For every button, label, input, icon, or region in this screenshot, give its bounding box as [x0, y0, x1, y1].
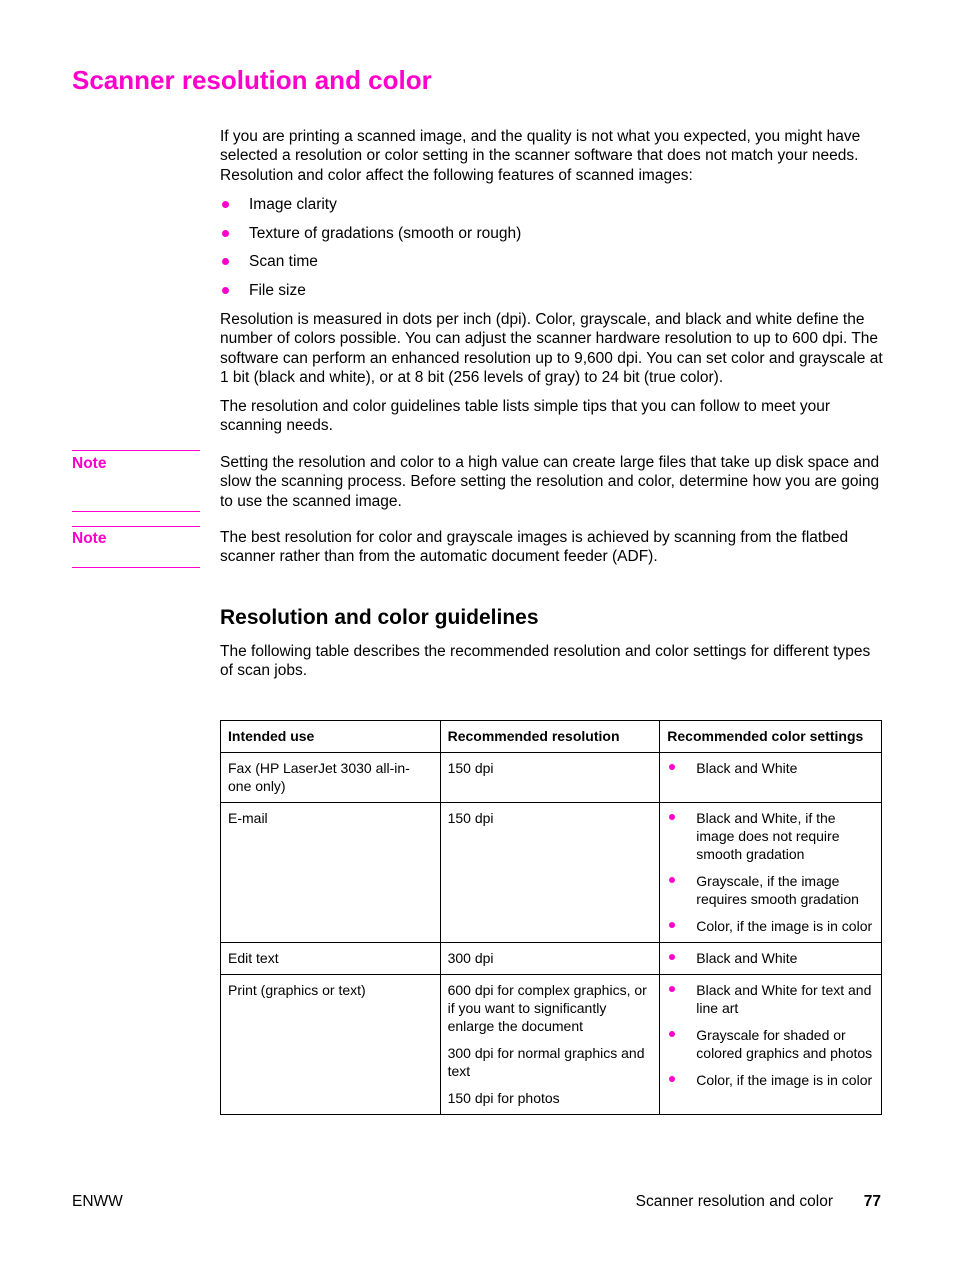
intended-use-cell: Print (graphics or text) — [221, 975, 441, 1115]
list-item — [667, 809, 874, 863]
column-header-recommended-color: Recommended color settings — [660, 721, 882, 753]
bullet-icon — [669, 1031, 675, 1037]
features-list — [220, 195, 884, 309]
color-settings-cell — [660, 975, 882, 1115]
column-header-intended-use: Intended use — [221, 721, 441, 753]
color-setting-text: Grayscale for shaded or colored graphics and photos — [696, 1027, 873, 1061]
bullet-icon — [669, 764, 675, 770]
bullet-icon — [222, 258, 229, 265]
color-setting-text: Black and White — [696, 950, 798, 966]
resolution-cell — [440, 975, 660, 1115]
color-settings-list — [667, 759, 874, 777]
table-row — [221, 943, 882, 975]
table-row — [221, 803, 882, 943]
footer-section-title: Scanner resolution and color — [635, 1193, 833, 1210]
bullet-icon — [222, 201, 229, 208]
bullet-icon — [222, 287, 229, 294]
resolution-cell — [440, 943, 660, 975]
column-header-recommended-resolution: Recommended resolution — [440, 721, 660, 753]
section-intro-block — [220, 642, 884, 681]
list-item-label: Texture of gradations (smooth or rough) — [249, 224, 522, 242]
color-settings-list — [667, 981, 874, 1089]
color-setting-text: Grayscale, if the image requires smooth gradation — [696, 873, 859, 907]
resolution-paragraph: Resolution is measured in dots per inch (dpi). Color, grayscale, and black and white define the number of colors possible. You can adjust the scanner hardware resolution to up to 600 dpi. The software can perform an enhanced resolution up to 9,600 dpi. You can set color and grayscale at 1 bit (black and white), or at 8 bit (256 levels of gray) to 24 bit (true color). — [220, 311, 883, 387]
list-item-label: Image clarity — [249, 196, 337, 213]
resolution-text: 300 dpi for normal graphics and text — [447, 1045, 645, 1079]
page-number: 77 — [863, 1193, 881, 1210]
intended-use-cell: E-mail — [221, 803, 441, 943]
intro-paragraph: If you are printing a scanned image, and the quality is not what you expected, you might have selected a resolution or color setting in the scanner software that does not match your needs. Resolution and color affect the following features of scanned images: — [220, 128, 861, 184]
color-settings-list — [667, 949, 874, 967]
page-title: Scanner resolution and color — [72, 65, 432, 95]
bullet-icon — [669, 954, 675, 960]
guidelines-table — [220, 720, 882, 1115]
section-intro-paragraph: The following table describes the recommended resolution and color settings for different types of scan jobs. — [220, 643, 871, 680]
note-text: Setting the resolution and color to a high value can create large files that take up disk space and slow the scanning process. Before setting the resolution and color, determine how you are going to use the scanned image. — [220, 454, 880, 510]
table-header-row — [221, 721, 882, 753]
resolution-text: 150 dpi for photos — [447, 1090, 560, 1106]
list-item — [220, 281, 884, 310]
table-row — [221, 753, 882, 803]
color-settings-cell — [660, 753, 882, 803]
list-item — [667, 1071, 874, 1089]
note-label: Note — [72, 530, 107, 547]
list-item-label: File size — [249, 281, 306, 299]
color-setting-text: Color, if the image is in color — [696, 918, 873, 934]
color-settings-cell — [660, 943, 882, 975]
guidelines-intro-paragraph: The resolution and color guidelines table lists simple tips that you can follow to meet your scanning needs. — [220, 398, 830, 435]
note-text-block — [220, 453, 884, 511]
list-item — [220, 252, 884, 281]
intended-use-cell: Fax (HP LaserJet 3030 all-in-one only) — [221, 753, 441, 803]
section-heading: Resolution and color guidelines — [220, 606, 539, 629]
resolution-cell — [440, 753, 660, 803]
list-item — [667, 1026, 874, 1062]
list-item — [667, 981, 874, 1017]
note-top-rule — [72, 526, 200, 527]
note-label: Note — [72, 455, 107, 472]
resolution-text: 300 dpi — [447, 950, 494, 966]
list-item — [220, 195, 884, 224]
table-row — [221, 975, 882, 1115]
intro-block — [220, 127, 884, 185]
list-item — [667, 917, 874, 935]
note-bottom-rule — [72, 567, 200, 568]
intended-use-cell: Edit text — [221, 943, 441, 975]
color-setting-text: Black and White — [696, 760, 798, 776]
note-bottom-rule — [72, 511, 200, 512]
resolution-cell — [440, 803, 660, 943]
color-settings-list — [667, 809, 874, 935]
list-item — [667, 949, 874, 967]
note-text-block — [220, 528, 884, 567]
resolution-text: 150 dpi — [447, 810, 494, 826]
resolution-text: 600 dpi for complex graphics, or if you want to significantly enlarge the document — [447, 982, 647, 1034]
bullet-icon — [669, 877, 675, 883]
bullet-icon — [669, 986, 675, 992]
list-item — [667, 759, 874, 777]
list-item — [220, 224, 884, 253]
bullet-icon — [669, 1076, 675, 1082]
list-item-label: Scan time — [249, 253, 318, 271]
guidelines-intro-block — [220, 397, 884, 436]
bullet-icon — [669, 922, 675, 928]
color-settings-cell — [660, 803, 882, 943]
resolution-text: 150 dpi — [447, 760, 494, 776]
note-top-rule — [72, 450, 200, 451]
list-item — [667, 872, 874, 908]
features-list-block — [220, 195, 884, 309]
resolution-block — [220, 310, 884, 388]
bullet-icon — [669, 814, 675, 820]
color-setting-text: Black and White, if the image does not require smooth gradation — [696, 810, 840, 862]
color-setting-text: Color, if the image is in color — [696, 1072, 873, 1088]
footer-left-label: ENWW — [72, 1193, 123, 1210]
color-setting-text: Black and White for text and line art — [696, 982, 872, 1016]
note-text: The best resolution for color and grayscale images is achieved by scanning from the flatbed scanner rather than from the automatic document feeder (ADF). — [220, 529, 849, 566]
bullet-icon — [222, 230, 229, 237]
